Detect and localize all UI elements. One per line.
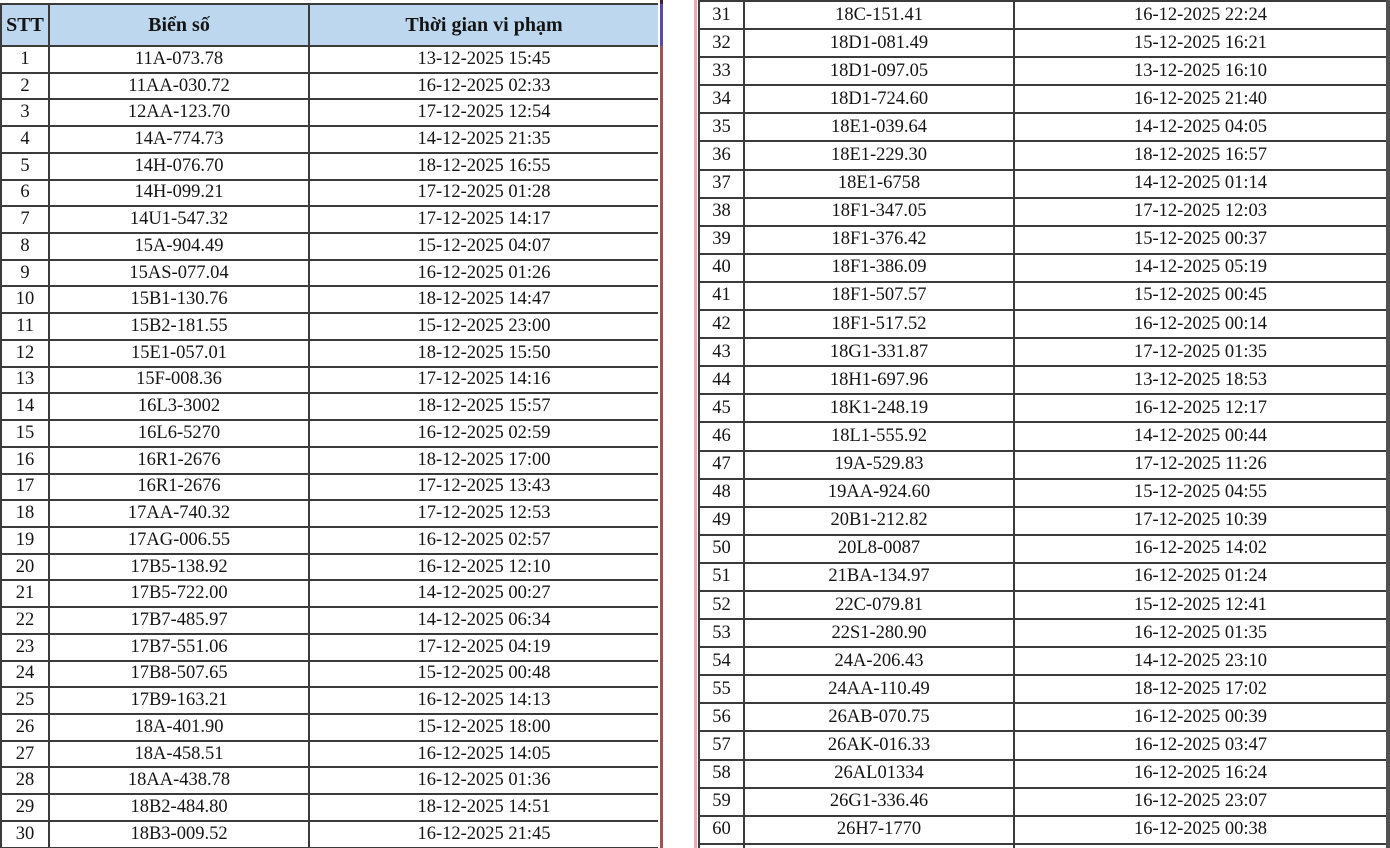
violation-time: 15-12-2025 00:45 (1133, 285, 1268, 306)
table-row (700, 452, 1386, 480)
table-row (2, 421, 658, 448)
table-row (700, 817, 1386, 845)
plate-number: 20L8-0087 (745, 536, 1015, 562)
row-number: 23 (2, 635, 50, 660)
row-number: 44 (700, 367, 745, 393)
violation-time: 17-12-2025 12:54 (417, 102, 551, 123)
row-number: 16 (2, 448, 50, 473)
row-number: 32 (700, 30, 745, 56)
table-body-right (700, 2, 1386, 845)
plate-number: 26AK-016.33 (745, 732, 1015, 758)
plate-number: 18AA-438.78 (50, 768, 310, 793)
row-number: 18 (2, 501, 50, 526)
table-row (2, 74, 658, 101)
violation-time: 18-12-2025 14:47 (417, 289, 551, 310)
violation-time: 17-12-2025 14:16 (417, 369, 551, 390)
plate-number: 14H-076.70 (50, 154, 310, 179)
table-row (2, 555, 658, 582)
violation-time: 17-12-2025 04:19 (417, 636, 551, 657)
plate-number: 26AL01334 (745, 761, 1015, 787)
table-row (700, 592, 1386, 620)
violation-time: 18-12-2025 15:57 (417, 396, 551, 417)
row-number: 11 (2, 314, 50, 339)
violation-time: 15-12-2025 00:48 (417, 663, 551, 684)
plate-number: 24AA-110.49 (745, 676, 1015, 702)
table-row (2, 448, 658, 475)
plate-number: 17AG-006.55 (50, 528, 310, 553)
row-number: 51 (700, 564, 745, 590)
table-row (700, 789, 1386, 817)
table-row (700, 171, 1386, 199)
violation-time: 16-12-2025 22:24 (1133, 4, 1268, 25)
violation-table-left (0, 3, 658, 848)
violation-time: 13-12-2025 18:53 (1133, 369, 1268, 390)
table-row (2, 207, 658, 234)
table-row (2, 368, 658, 395)
violation-time: 18-12-2025 16:55 (417, 155, 551, 176)
row-number: 9 (2, 261, 50, 286)
table-row (700, 142, 1386, 170)
plate-number: 20B1-212.82 (745, 508, 1015, 534)
plate-number: 22C-079.81 (745, 592, 1015, 618)
plate-number: 18G1-331.87 (745, 339, 1015, 365)
table-row (2, 822, 658, 848)
violation-time: 14-12-2025 00:27 (417, 583, 551, 604)
plate-number: 18F1-517.52 (745, 311, 1015, 337)
row-number: 31 (700, 2, 745, 28)
violation-time: 14-12-2025 04:05 (1133, 116, 1268, 137)
violation-time: 17-12-2025 12:03 (1133, 201, 1268, 222)
plate-number: 15B1-130.76 (50, 287, 310, 312)
violation-time: 16-12-2025 00:14 (1133, 313, 1268, 334)
table-row (2, 287, 658, 314)
violation-time: 16-12-2025 23:07 (1133, 791, 1268, 812)
violation-time: 15-12-2025 18:00 (417, 716, 551, 737)
plate-number: 26AB-070.75 (745, 704, 1015, 730)
row-number: 22 (2, 608, 50, 633)
violation-time: 15-12-2025 04:55 (1133, 482, 1268, 503)
row-number: 35 (700, 114, 745, 140)
table-row (700, 339, 1386, 367)
page-right-edge-line (1386, 0, 1390, 848)
row-number: 50 (700, 536, 745, 562)
violation-time: 14-12-2025 01:14 (1133, 173, 1268, 194)
table-row (700, 480, 1386, 508)
plate-number: 16R1-2676 (50, 448, 310, 473)
row-number: 36 (700, 142, 745, 168)
table-row (2, 688, 658, 715)
plate-number: 17B7-551.06 (50, 635, 310, 660)
violation-time: 16-12-2025 14:13 (417, 690, 551, 711)
plate-number: 18F1-507.57 (745, 283, 1015, 309)
table-row (2, 154, 658, 181)
plate-number: 15AS-077.04 (50, 261, 310, 286)
row-number: 53 (700, 620, 745, 646)
row-number: 2 (2, 74, 50, 99)
row-number: 3 (2, 100, 50, 125)
plate-number: 18D1-097.05 (745, 58, 1015, 84)
table-header (2, 5, 658, 47)
plate-number: 15F-008.36 (50, 368, 310, 393)
violation-time: 18-12-2025 15:50 (417, 342, 551, 363)
violation-time: 16-12-2025 01:24 (1133, 566, 1268, 587)
table-row (2, 635, 658, 662)
violation-time: 15-12-2025 04:07 (417, 235, 551, 256)
row-number: 14 (2, 394, 50, 419)
plate-number: 18E1-229.30 (745, 142, 1015, 168)
violation-time: 16-12-2025 00:38 (1133, 819, 1268, 840)
plate-number: 18B2-484.80 (50, 795, 310, 820)
violation-time: 16-12-2025 12:17 (1133, 397, 1268, 418)
violation-time: 16-12-2025 02:59 (417, 422, 551, 443)
plate-number: 17B7-485.97 (50, 608, 310, 633)
row-number: 33 (700, 58, 745, 84)
plate-number: 18E1-6758 (745, 171, 1015, 197)
table-row (700, 564, 1386, 592)
table-row (2, 100, 658, 127)
table-row (700, 199, 1386, 227)
row-number: 59 (700, 789, 745, 815)
plate-number: 18A-458.51 (50, 742, 310, 767)
row-number: 15 (2, 421, 50, 446)
plate-number: 19A-529.83 (745, 452, 1015, 478)
violation-time: 17-12-2025 12:53 (417, 503, 551, 524)
violation-time: 16-12-2025 03:47 (1133, 734, 1268, 755)
plate-number: 17B5-722.00 (50, 581, 310, 606)
table-row (700, 761, 1386, 789)
violation-time: 16-12-2025 01:36 (417, 770, 551, 791)
violation-time: 16-12-2025 01:26 (417, 262, 551, 283)
row-number: 47 (700, 452, 745, 478)
table-row (2, 261, 658, 288)
violation-time: 15-12-2025 23:00 (417, 316, 551, 337)
table-row (700, 30, 1386, 58)
table-row (2, 715, 658, 742)
plate-number: 18F1-376.42 (745, 227, 1015, 253)
header-cell-plate: Biển số (50, 5, 310, 45)
plate-number: 12AA-123.70 (50, 100, 310, 125)
plate-number: 14A-774.73 (50, 127, 310, 152)
row-number: 55 (700, 676, 745, 702)
plate-number: 14U1-547.32 (50, 207, 310, 232)
table-row (700, 311, 1386, 339)
plate-number: 17B9-163.21 (50, 688, 310, 713)
row-number: 17 (2, 475, 50, 500)
violation-time: 16-12-2025 16:24 (1133, 763, 1268, 784)
violation-time: 13-12-2025 15:45 (417, 48, 551, 69)
row-number: 40 (700, 255, 745, 281)
header-cell-stt: STT (2, 5, 50, 45)
plate-number: 18E1-039.64 (745, 114, 1015, 140)
row-number: 30 (2, 822, 50, 847)
violation-time: 13-12-2025 16:10 (1133, 60, 1268, 81)
plate-number: 26H7-1770 (745, 817, 1015, 843)
table-row (700, 367, 1386, 395)
table-row (700, 395, 1386, 423)
violation-time: 18-12-2025 14:51 (417, 796, 551, 817)
row-number: 42 (700, 311, 745, 337)
table-row (2, 475, 658, 502)
row-number: 49 (700, 508, 745, 534)
violation-time: 16-12-2025 02:57 (417, 529, 551, 550)
table-row (2, 581, 658, 608)
plate-number: 18F1-347.05 (745, 199, 1015, 225)
table-row (2, 181, 658, 208)
violation-time: 17-12-2025 13:43 (417, 476, 551, 497)
violation-time: 15-12-2025 00:37 (1133, 229, 1268, 250)
row-number: 52 (700, 592, 745, 618)
row-number: 5 (2, 154, 50, 179)
plate-number: 14H-099.21 (50, 181, 310, 206)
table-row (700, 255, 1386, 283)
plate-number: 22S1-280.90 (745, 620, 1015, 646)
row-number: 34 (700, 86, 745, 112)
plate-number: 19AA-924.60 (745, 480, 1015, 506)
table-row (700, 423, 1386, 451)
table-row (2, 662, 658, 689)
row-number: 12 (2, 341, 50, 366)
violation-time: 18-12-2025 16:57 (1133, 145, 1268, 166)
row-number: 39 (700, 227, 745, 253)
table-row (700, 676, 1386, 704)
violation-time: 16-12-2025 14:05 (417, 743, 551, 764)
row-number: 54 (700, 648, 745, 674)
plate-number: 18D1-724.60 (745, 86, 1015, 112)
plate-number: 15A-904.49 (50, 234, 310, 259)
table-row (700, 283, 1386, 311)
plate-number: 18K1-248.19 (745, 395, 1015, 421)
table-row (2, 394, 658, 421)
row-number: 8 (2, 234, 50, 259)
violation-time: 16-12-2025 02:33 (417, 75, 551, 96)
row-number: 10 (2, 287, 50, 312)
table-row (2, 127, 658, 154)
plate-number: 24A-206.43 (745, 648, 1015, 674)
table-row (2, 742, 658, 769)
table-row (700, 508, 1386, 536)
table-body-left (2, 47, 658, 848)
violation-time: 14-12-2025 00:44 (1133, 425, 1268, 446)
table-row (700, 86, 1386, 114)
row-number: 58 (700, 761, 745, 787)
plate-number: 18A-401.90 (50, 715, 310, 740)
table-row (2, 768, 658, 795)
table-row (2, 608, 658, 635)
row-number: 20 (2, 555, 50, 580)
table-row (2, 528, 658, 555)
plate-number: 16L3-3002 (50, 394, 310, 419)
violation-time: 16-12-2025 14:02 (1133, 538, 1268, 559)
plate-number: 18H1-697.96 (745, 367, 1015, 393)
plate-number: 18D1-081.49 (745, 30, 1015, 56)
violation-time: 15-12-2025 12:41 (1133, 594, 1268, 615)
violation-time: 18-12-2025 17:00 (417, 449, 551, 470)
row-number: 45 (700, 395, 745, 421)
row-number: 56 (700, 704, 745, 730)
row-number: 41 (700, 283, 745, 309)
violation-time: 14-12-2025 21:35 (417, 129, 551, 150)
violation-time: 17-12-2025 14:17 (417, 209, 551, 230)
row-number: 29 (2, 795, 50, 820)
row-number: 7 (2, 207, 50, 232)
plate-number: 11AA-030.72 (50, 74, 310, 99)
plate-number: 11A-073.78 (50, 47, 310, 72)
violation-time: 18-12-2025 17:02 (1133, 678, 1268, 699)
violation-time: 17-12-2025 01:35 (1133, 341, 1268, 362)
table-row (2, 795, 658, 822)
violation-time: 17-12-2025 01:28 (417, 182, 551, 203)
plate-number: 18F1-386.09 (745, 255, 1015, 281)
row-number: 4 (2, 127, 50, 152)
violation-time: 16-12-2025 21:40 (1133, 88, 1268, 109)
table-row (2, 234, 658, 261)
table-row (2, 341, 658, 368)
table-row (700, 114, 1386, 142)
row-number: 28 (2, 768, 50, 793)
violation-time: 16-12-2025 21:45 (417, 823, 551, 844)
left-page-border-line (660, 0, 663, 848)
plate-number: 17B5-138.92 (50, 555, 310, 580)
violation-time: 17-12-2025 11:26 (1134, 454, 1267, 475)
plate-number: 17B8-507.65 (50, 662, 310, 687)
violation-time: 16-12-2025 12:10 (417, 556, 551, 577)
violation-time: 15-12-2025 16:21 (1133, 32, 1268, 53)
row-number: 57 (700, 732, 745, 758)
table-row (2, 314, 658, 341)
row-number: 1 (2, 47, 50, 72)
row-number: 21 (2, 581, 50, 606)
violation-time: 17-12-2025 10:39 (1133, 510, 1268, 531)
violation-time: 14-12-2025 23:10 (1133, 650, 1268, 671)
plate-number: 18C-151.41 (745, 2, 1015, 28)
table-row (700, 648, 1386, 676)
row-number: 27 (2, 742, 50, 767)
row-number: 26 (2, 715, 50, 740)
table-row (700, 704, 1386, 732)
plate-number: 15E1-057.01 (50, 341, 310, 366)
violation-time: 14-12-2025 06:34 (417, 609, 551, 630)
table-row (700, 58, 1386, 86)
plate-number: 16L6-5270 (50, 421, 310, 446)
violation-time: 16-12-2025 01:35 (1133, 622, 1268, 643)
plate-number: 15B2-181.55 (50, 314, 310, 339)
header-cell-time: Thời gian vi phạm (405, 13, 563, 36)
row-number: 25 (2, 688, 50, 713)
plate-number: 18L1-555.92 (745, 423, 1015, 449)
row-number: 24 (2, 662, 50, 687)
violation-time: 16-12-2025 00:39 (1133, 706, 1268, 727)
violation-time: 14-12-2025 05:19 (1133, 257, 1268, 278)
row-number: 46 (700, 423, 745, 449)
row-number: 48 (700, 480, 745, 506)
plate-number: 21BA-134.97 (745, 564, 1015, 590)
table-row (2, 501, 658, 528)
right-column-border-line (694, 0, 697, 848)
plate-number: 26G1-336.46 (745, 789, 1015, 815)
table-row (700, 620, 1386, 648)
table-row (700, 732, 1386, 760)
table-row (2, 47, 658, 74)
row-number: 43 (700, 339, 745, 365)
plate-number: 16R1-2676 (50, 475, 310, 500)
plate-number: 17AA-740.32 (50, 501, 310, 526)
row-number: 60 (700, 817, 745, 843)
table-row (700, 227, 1386, 255)
table-row (700, 536, 1386, 564)
row-number: 13 (2, 368, 50, 393)
row-number: 37 (700, 171, 745, 197)
table-row (700, 2, 1386, 30)
row-number: 19 (2, 528, 50, 553)
plate-number: 18B3-009.52 (50, 822, 310, 847)
row-number: 6 (2, 181, 50, 206)
violation-table-right (698, 0, 1386, 848)
row-number: 38 (700, 199, 745, 225)
